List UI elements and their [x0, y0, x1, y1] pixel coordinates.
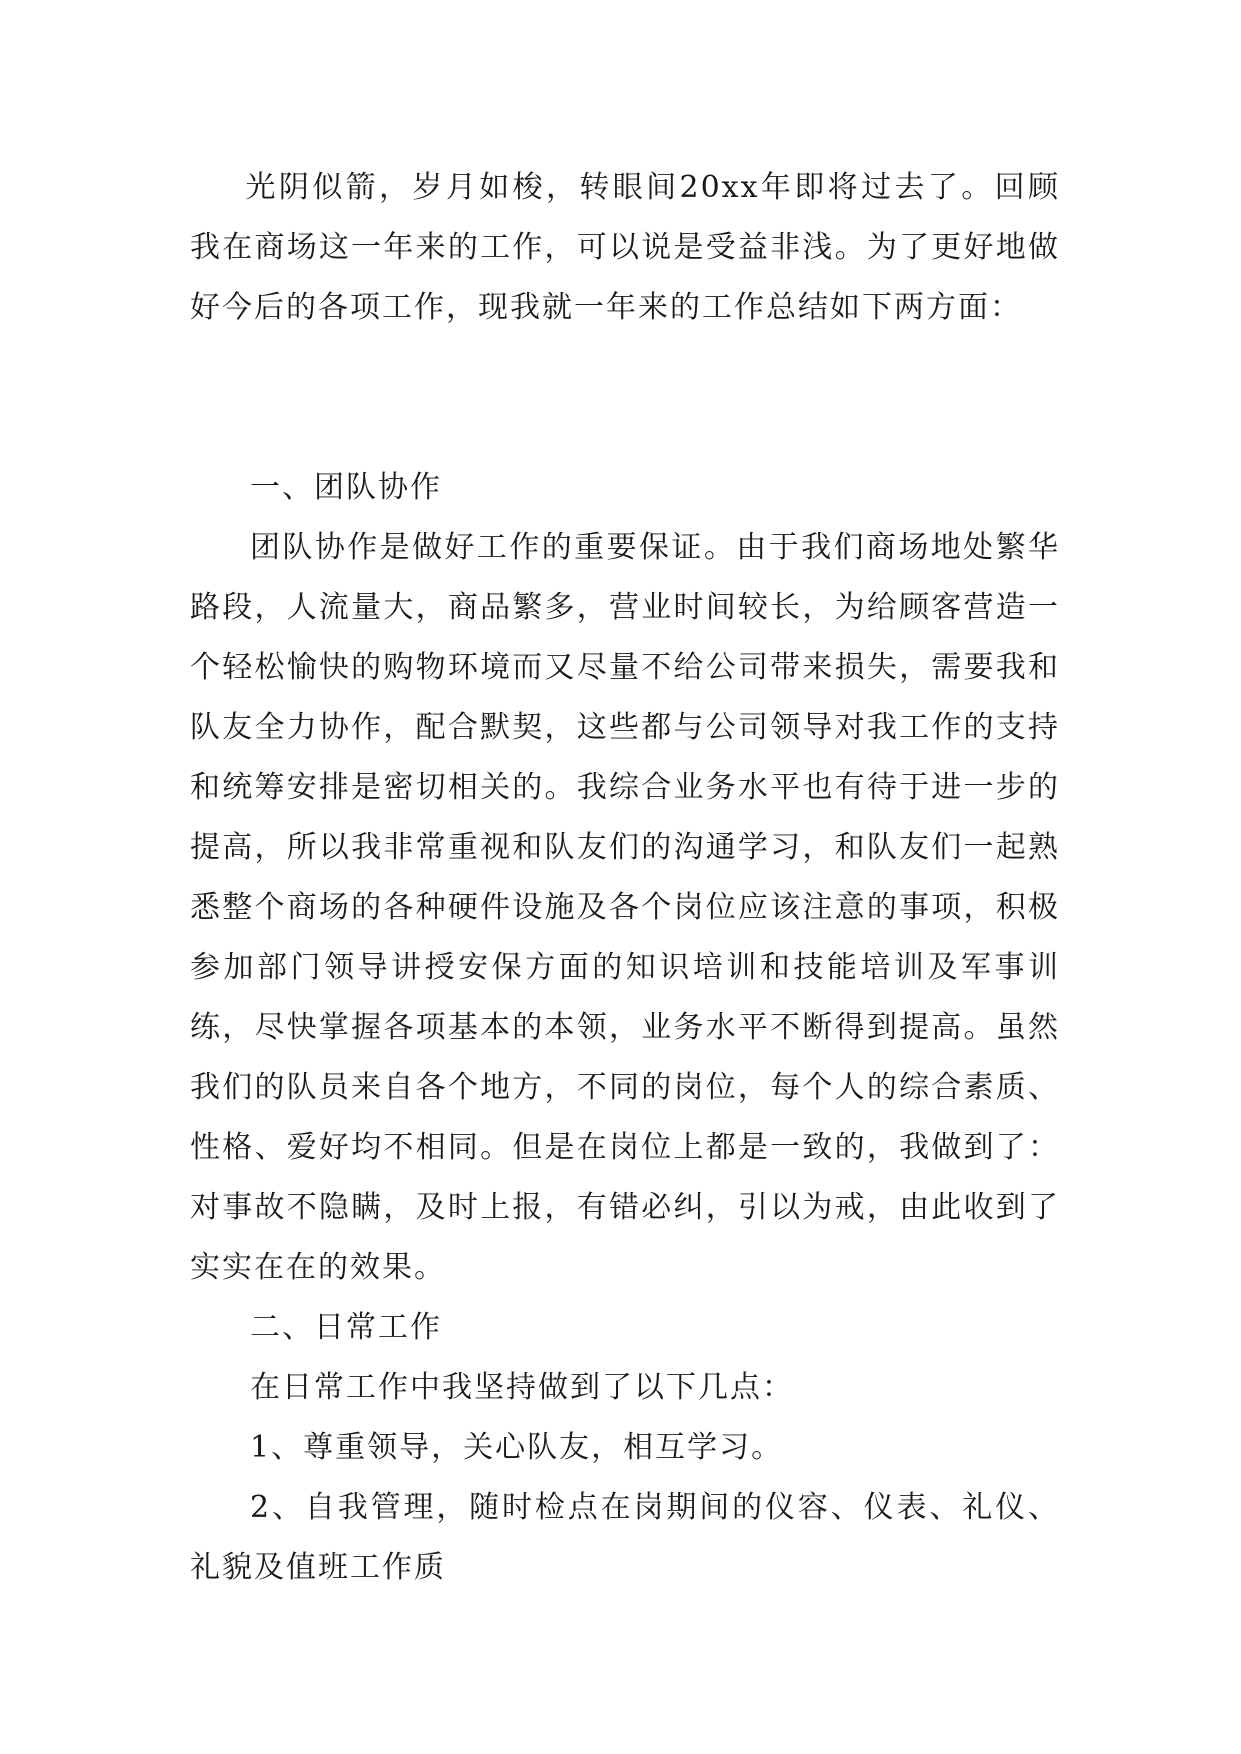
intro-paragraph: 光阴似箭，岁月如梭，转眼间20xx年即将过去了。回顾我在商场这一年来的工作，可以说是受益非浅。为了更好地做好今后的各项工作，现我就一年来的工作总结如下两方面：: [190, 170, 1060, 325]
section-heading-team-collaboration: 一、团队协作: [250, 470, 442, 505]
daily-work-lead: 在日常工作中我坚持做到了以下几点：: [250, 1370, 794, 1405]
paragraph-gap: [190, 338, 1060, 458]
daily-work-item-1: 1、尊重领导，关心队友，相互学习。: [250, 1430, 784, 1465]
document-body: [190, 158, 1060, 1598]
section-heading-daily-work: 二、日常工作: [250, 1310, 442, 1345]
daily-work-item-2: 2、自我管理，随时检点在岗期间的仪容、仪表、礼仪、礼貌及值班工作质: [190, 1490, 1060, 1585]
team-collaboration-paragraph: 团队协作是做好工作的重要保证。由于我们商场地处繁华路段，人流量大，商品繁多，营业时间较长，为给顾客营造一个轻松愉快的购物环境而又尽量不给公司带来损失，需要我和队友全力协作，配合默契，这些都与公司领导对我工作的支持和统筹安排是密切相关的。我综合业务水平也有待于进一步的提高，所以我非常重视和队友们的沟通学习，和队友们一起熟悉整个商场的各种硬件设施及各个岗位应该注意的事项，积极参加部门领导讲授安保方面的知识培训和技能培训及军事训练，尽快掌握各项基本的本领，业务水平不断得到提高。虽然我们的队员来自各个地方，不同的岗位，每个人的综合素质、性格、爱好均不相同。但是在岗位上都是一致的，我做到了：对事故不隐瞒，及时上报，有错必纠，引以为戒，由此收到了实实在在的效果。: [190, 530, 1060, 1285]
